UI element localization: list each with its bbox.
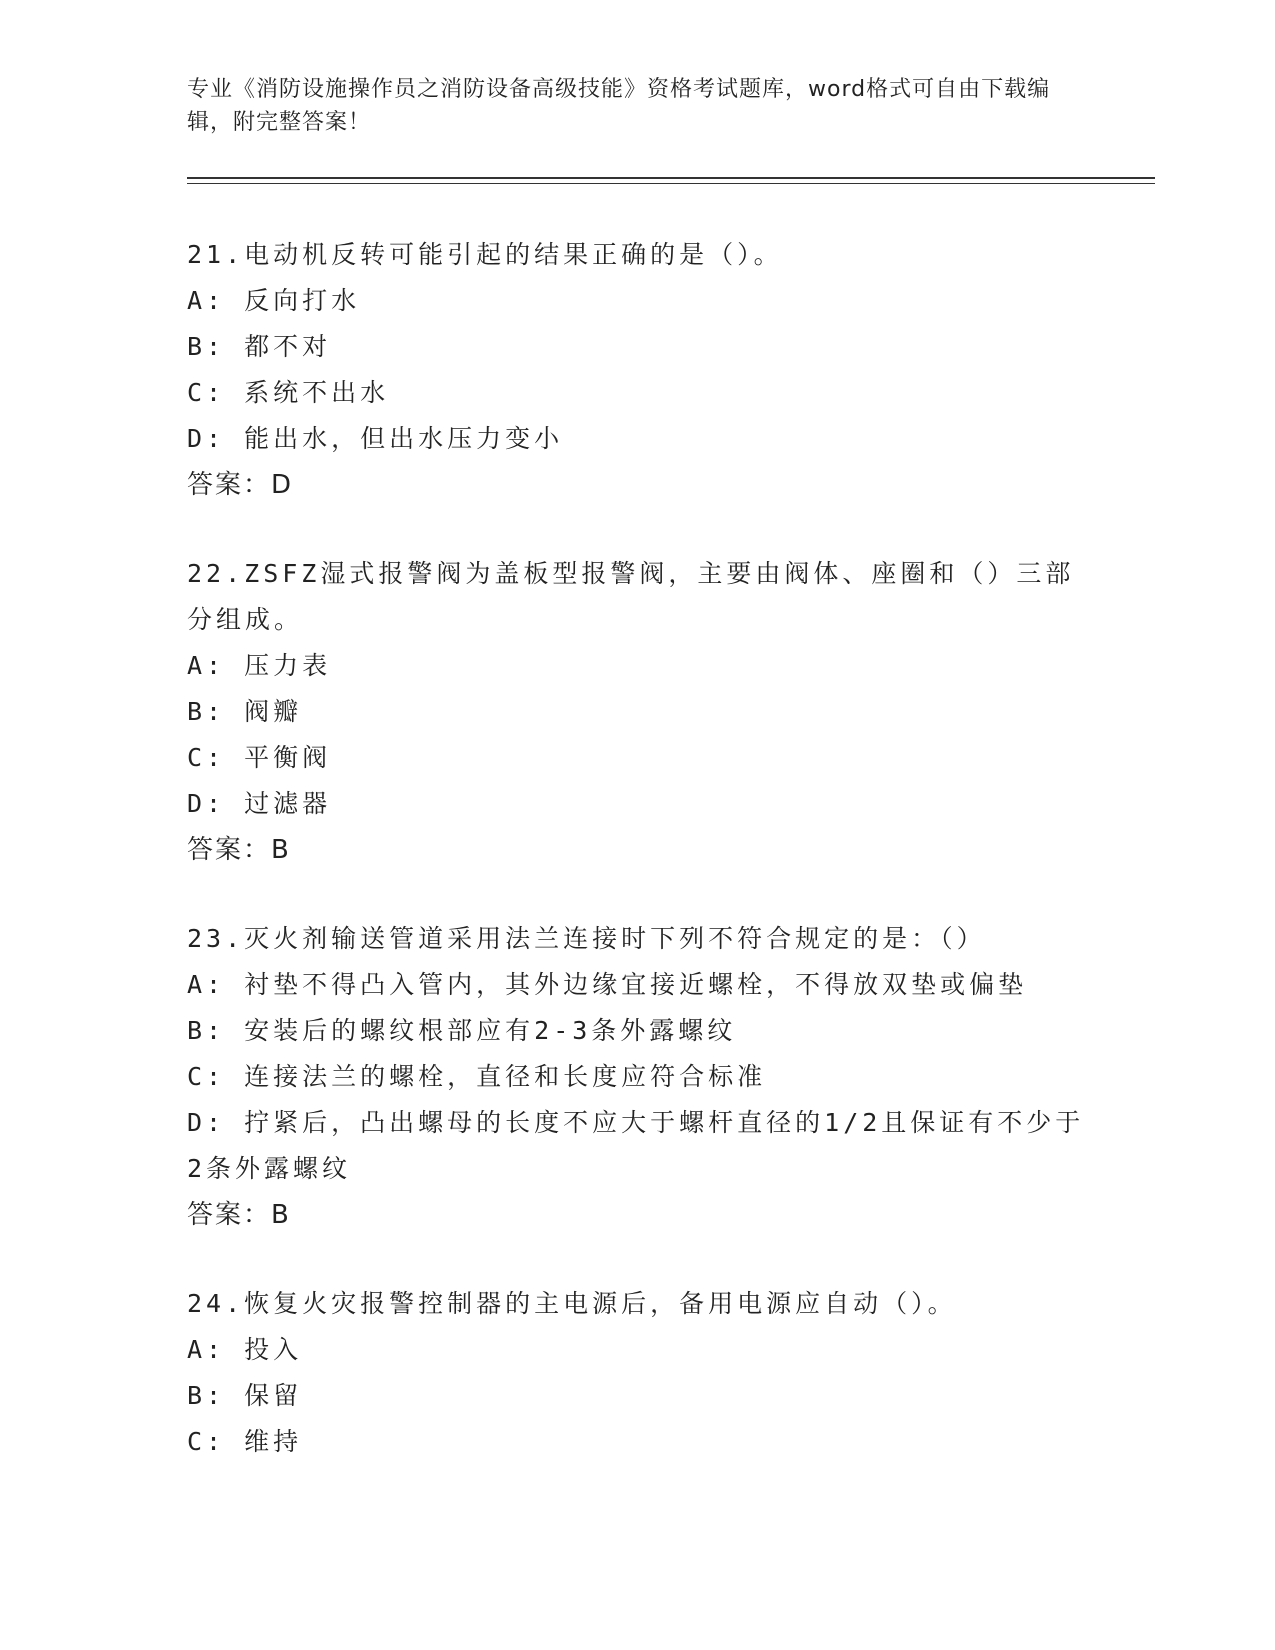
question-stem: 21.电动机反转可能引起的结果正确的是（）。 (187, 240, 783, 269)
document-header: 专业《消防设施操作员之消防设备高级技能》资格考试题库，word格式可自由下载编辑，附完整答案！ (187, 77, 1051, 135)
answer-label: 答案：B (187, 1200, 291, 1230)
option-d: D: 能出水，但出水压力变小 (187, 424, 564, 453)
option-c: C: 平衡阀 (187, 743, 332, 772)
question-stem: 24.恢复火灾报警控制器的主电源后，备用电源应自动（）。 (187, 1289, 957, 1318)
header-rule-thick (187, 177, 1155, 179)
answer-label: 答案：B (187, 835, 291, 865)
question-23 (187, 916, 1087, 1238)
answer-label: 答案：D (187, 470, 294, 500)
option-b: B: 阀瓣 (187, 697, 303, 726)
question-21 (187, 232, 1087, 508)
option-d: D: 拧紧后，凸出螺母的长度不应大于螺杆直径的1/2且保证有不少于2条外露螺纹 (187, 1108, 1085, 1183)
option-b: B: 保留 (187, 1381, 303, 1410)
question-24 (187, 1281, 1087, 1465)
header-rule-thin (187, 183, 1155, 184)
option-b: B: 安装后的螺纹根部应有2-3条外露螺纹 (187, 1016, 737, 1045)
question-22 (187, 551, 1087, 873)
question-stem: 22.ZSFZ湿式报警阀为盖板型报警阀，主要由阀体、座圈和（）三部分组成。 (187, 559, 1075, 634)
question-stem: 23.灭火剂输送管道采用法兰连接时下列不符合规定的是：（） (187, 924, 986, 953)
option-c: C: 系统不出水 (187, 378, 390, 407)
option-a: A: 反向打水 (187, 286, 361, 315)
option-b: B: 都不对 (187, 332, 332, 361)
question-list (187, 232, 1087, 1508)
option-a: A: 衬垫不得凸入管内，其外边缘宜接近螺栓，不得放双垫或偏垫 (187, 970, 1028, 999)
option-a: A: 投入 (187, 1335, 303, 1364)
option-d: D: 过滤器 (187, 789, 332, 818)
option-a: A: 压力表 (187, 651, 332, 680)
option-c: C: 连接法兰的螺栓，直径和长度应符合标准 (187, 1062, 767, 1091)
option-c: C: 维持 (187, 1427, 303, 1456)
